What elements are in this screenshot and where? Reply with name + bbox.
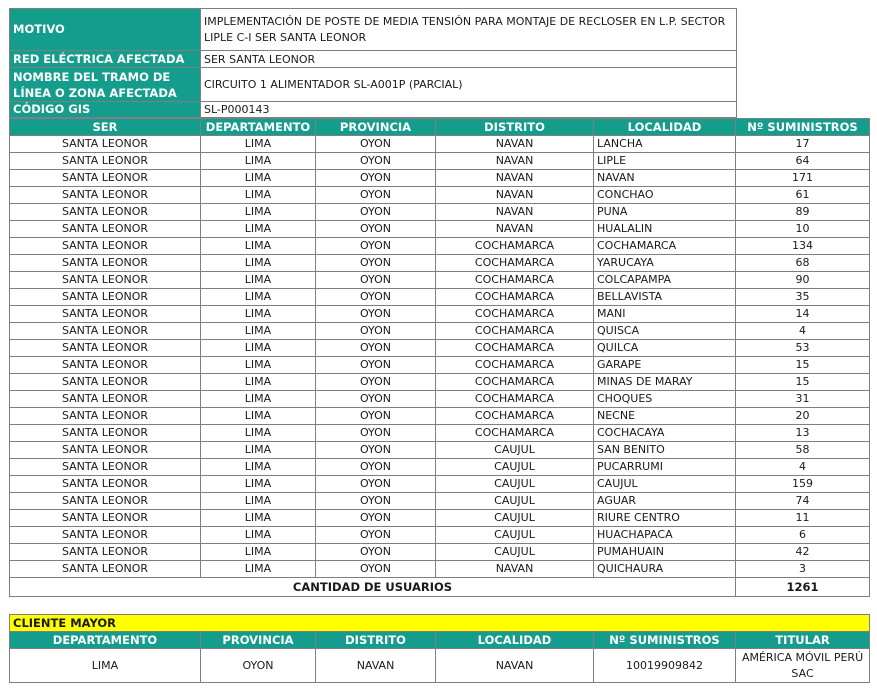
cell-provincia: OYON (316, 272, 436, 289)
cell-localidad: PUMAHUAIN (594, 544, 736, 561)
cell-ser: SANTA LEONOR (10, 255, 201, 272)
cliente-title-row (10, 615, 870, 632)
cliente-header-suministros: Nº SUMINISTROS (594, 632, 736, 649)
cell-provincia: OYON (316, 544, 436, 561)
table-row (10, 476, 870, 493)
header-suministros: Nº SUMINISTROS (736, 119, 870, 136)
cell-provincia: OYON (316, 374, 436, 391)
cliente-header-titular: TITULAR (736, 632, 870, 649)
cell-departamento: LIMA (201, 323, 316, 340)
cell-provincia: OYON (316, 153, 436, 170)
cell-localidad: CAUJUL (594, 476, 736, 493)
cell-ser: SANTA LEONOR (10, 493, 201, 510)
info-table (9, 8, 737, 118)
cliente-header-departamento: DEPARTAMENTO (10, 632, 201, 649)
table-row (10, 561, 870, 578)
cell-distrito: NAVAN (436, 221, 594, 238)
cell-suministros: 35 (736, 289, 870, 306)
cell-ser: SANTA LEONOR (10, 289, 201, 306)
header-provincia: PROVINCIA (316, 119, 436, 136)
cell-ser: SANTA LEONOR (10, 561, 201, 578)
header-distrito: DISTRITO (436, 119, 594, 136)
table-row (10, 306, 870, 323)
table-row (10, 238, 870, 255)
cell-distrito: COCHAMARCA (436, 408, 594, 425)
cell-departamento: LIMA (201, 238, 316, 255)
cell-suministros: 90 (736, 272, 870, 289)
cell-localidad: RIURE CENTRO (594, 510, 736, 527)
cell-localidad: PUCARRUMI (594, 459, 736, 476)
cell-departamento: LIMA (201, 510, 316, 527)
cell-ser: SANTA LEONOR (10, 476, 201, 493)
cliente-header-row (10, 632, 870, 649)
cell-localidad: COCHAMARCA (594, 238, 736, 255)
cell-ser: SANTA LEONOR (10, 408, 201, 425)
cell-distrito: COCHAMARCA (436, 323, 594, 340)
cell-provincia: OYON (316, 408, 436, 425)
table-row (10, 408, 870, 425)
cliente-mayor-table (9, 614, 870, 683)
cell-ser: SANTA LEONOR (10, 340, 201, 357)
cliente-row (10, 649, 870, 683)
table-row (10, 459, 870, 476)
cell-departamento: LIMA (201, 561, 316, 578)
cell-suministros: 64 (736, 153, 870, 170)
table-row (10, 204, 870, 221)
cell-suministros: 31 (736, 391, 870, 408)
total-row (10, 578, 870, 597)
cell-departamento: LIMA (201, 170, 316, 187)
cell-distrito: CAUJUL (436, 442, 594, 459)
cell-localidad: LANCHA (594, 136, 736, 153)
cell-suministros: 89 (736, 204, 870, 221)
cell-departamento: LIMA (201, 289, 316, 306)
cell-distrito: COCHAMARCA (436, 340, 594, 357)
table-row (10, 442, 870, 459)
cell-ser: SANTA LEONOR (10, 374, 201, 391)
cell-departamento: LIMA (201, 527, 316, 544)
cell-suministros: 159 (736, 476, 870, 493)
cell-ser: SANTA LEONOR (10, 187, 201, 204)
table-row (10, 136, 870, 153)
cell-departamento: LIMA (201, 272, 316, 289)
table-row (10, 170, 870, 187)
cell-ser: SANTA LEONOR (10, 510, 201, 527)
cell-distrito: COCHAMARCA (436, 357, 594, 374)
cell-provincia: OYON (316, 425, 436, 442)
cell-provincia: OYON (316, 340, 436, 357)
cell-provincia: OYON (316, 289, 436, 306)
cell-localidad: MANI (594, 306, 736, 323)
cell-localidad: GARAPE (594, 357, 736, 374)
cell-localidad: MINAS DE MARAY (594, 374, 736, 391)
cell-provincia: OYON (316, 476, 436, 493)
cell-localidad: HUALALIN (594, 221, 736, 238)
cell-provincia: OYON (316, 357, 436, 374)
table-row (10, 272, 870, 289)
cell-distrito: COCHAMARCA (436, 289, 594, 306)
cell-localidad: CHOQUES (594, 391, 736, 408)
table-row (10, 357, 870, 374)
cell-departamento: LIMA (201, 476, 316, 493)
cell-provincia: OYON (316, 459, 436, 476)
cell-departamento: LIMA (201, 391, 316, 408)
header-departamento: DEPARTAMENTO (201, 119, 316, 136)
cell-suministros: 134 (736, 238, 870, 255)
cell-departamento: LIMA (201, 374, 316, 391)
cell-departamento: LIMA (201, 306, 316, 323)
cell-ser: SANTA LEONOR (10, 153, 201, 170)
cell-distrito: CAUJUL (436, 493, 594, 510)
cell-distrito: CAUJUL (436, 544, 594, 561)
cell-distrito: COCHAMARCA (436, 374, 594, 391)
cell-ser: SANTA LEONOR (10, 136, 201, 153)
cell-distrito: COCHAMARCA (436, 255, 594, 272)
table-row (10, 391, 870, 408)
cell-localidad: LIPLE (594, 153, 736, 170)
cell-provincia: OYON (316, 527, 436, 544)
cell-ser: SANTA LEONOR (10, 221, 201, 238)
cell-departamento: LIMA (201, 136, 316, 153)
cell-provincia: OYON (316, 187, 436, 204)
table-row (10, 374, 870, 391)
cliente-header-localidad: LOCALIDAD (436, 632, 594, 649)
table-row (10, 544, 870, 561)
cell-ser: SANTA LEONOR (10, 306, 201, 323)
cell-localidad: NECNE (594, 408, 736, 425)
cell-distrito: CAUJUL (436, 510, 594, 527)
cliente-distrito: NAVAN (316, 649, 436, 683)
table-row (10, 323, 870, 340)
cell-localidad: PUNA (594, 204, 736, 221)
cell-localidad: BELLAVISTA (594, 289, 736, 306)
cell-ser: SANTA LEONOR (10, 459, 201, 476)
cell-provincia: OYON (316, 306, 436, 323)
cliente-titular: AMÉRICA MÓVIL PERÚ SAC (736, 649, 870, 683)
cell-localidad: QUICHAURA (594, 561, 736, 578)
header-localidad: LOCALIDAD (594, 119, 736, 136)
suministros-table (9, 118, 870, 597)
table-header-row (10, 119, 870, 136)
cell-suministros: 15 (736, 357, 870, 374)
cell-suministros: 4 (736, 459, 870, 476)
cell-suministros: 61 (736, 187, 870, 204)
cell-departamento: LIMA (201, 340, 316, 357)
cell-suministros: 10 (736, 221, 870, 238)
table-row (10, 493, 870, 510)
cell-departamento: LIMA (201, 153, 316, 170)
cell-ser: SANTA LEONOR (10, 391, 201, 408)
cliente-header-distrito: DISTRITO (316, 632, 436, 649)
cell-ser: SANTA LEONOR (10, 527, 201, 544)
cell-suministros: 11 (736, 510, 870, 527)
cell-departamento: LIMA (201, 544, 316, 561)
motivo-value: IMPLEMENTACIÓN DE POSTE DE MEDIA TENSIÓN PARA MONTAJE DE RECLOSER EN L.P. SECTOR LIPLE C-I SER SANTA LEONOR (201, 9, 737, 51)
cell-distrito: NAVAN (436, 187, 594, 204)
cell-distrito: COCHAMARCA (436, 272, 594, 289)
cell-localidad: QUILCA (594, 340, 736, 357)
table-row (10, 340, 870, 357)
cell-ser: SANTA LEONOR (10, 357, 201, 374)
table-row (10, 289, 870, 306)
cell-distrito: COCHAMARCA (436, 425, 594, 442)
cell-ser: SANTA LEONOR (10, 170, 201, 187)
cell-localidad: QUISCA (594, 323, 736, 340)
cell-departamento: LIMA (201, 459, 316, 476)
cell-suministros: 74 (736, 493, 870, 510)
cliente-suministros: 10019909842 (594, 649, 736, 683)
cell-distrito: CAUJUL (436, 527, 594, 544)
cell-ser: SANTA LEONOR (10, 442, 201, 459)
table-row (10, 527, 870, 544)
motivo-label: MOTIVO (10, 9, 201, 51)
table-row (10, 425, 870, 442)
cell-suministros: 42 (736, 544, 870, 561)
cell-departamento: LIMA (201, 357, 316, 374)
cell-provincia: OYON (316, 442, 436, 459)
table-row (10, 153, 870, 170)
cell-departamento: LIMA (201, 204, 316, 221)
cell-provincia: OYON (316, 255, 436, 272)
cell-provincia: OYON (316, 493, 436, 510)
gis-value: SL-P000143 (201, 102, 737, 118)
cell-distrito: CAUJUL (436, 459, 594, 476)
cell-suministros: 58 (736, 442, 870, 459)
cell-suministros: 15 (736, 374, 870, 391)
tramo-value: CIRCUITO 1 ALIMENTADOR SL-A001P (PARCIAL) (201, 68, 737, 102)
cell-suministros: 3 (736, 561, 870, 578)
table-row (10, 221, 870, 238)
red-value: SER SANTA LEONOR (201, 51, 737, 68)
cliente-header-provincia: PROVINCIA (201, 632, 316, 649)
cell-departamento: LIMA (201, 187, 316, 204)
header-ser: SER (10, 119, 201, 136)
cell-provincia: OYON (316, 136, 436, 153)
cell-distrito: CAUJUL (436, 476, 594, 493)
red-label: RED ELÉCTRICA AFECTADA (10, 51, 201, 68)
cell-distrito: NAVAN (436, 153, 594, 170)
cell-localidad: COLCAPAMPA (594, 272, 736, 289)
cell-suministros: 53 (736, 340, 870, 357)
total-value: 1261 (736, 578, 870, 597)
cell-ser: SANTA LEONOR (10, 238, 201, 255)
cliente-title: CLIENTE MAYOR (10, 615, 870, 632)
cell-localidad: COCHACAYA (594, 425, 736, 442)
cell-distrito: NAVAN (436, 204, 594, 221)
tramo-label: NOMBRE DEL TRAMO DE LÍNEA O ZONA AFECTADA (10, 68, 201, 102)
cell-ser: SANTA LEONOR (10, 204, 201, 221)
cell-provincia: OYON (316, 561, 436, 578)
cell-ser: SANTA LEONOR (10, 272, 201, 289)
gis-label: CÓDIGO GIS (10, 102, 201, 118)
cell-distrito: COCHAMARCA (436, 306, 594, 323)
cell-ser: SANTA LEONOR (10, 323, 201, 340)
cell-distrito: NAVAN (436, 170, 594, 187)
table-row (10, 187, 870, 204)
cell-departamento: LIMA (201, 425, 316, 442)
cell-ser: SANTA LEONOR (10, 544, 201, 561)
cliente-localidad: NAVAN (436, 649, 594, 683)
table-row (10, 255, 870, 272)
cell-distrito: COCHAMARCA (436, 391, 594, 408)
cell-provincia: OYON (316, 204, 436, 221)
cell-provincia: OYON (316, 391, 436, 408)
cell-localidad: AGUAR (594, 493, 736, 510)
cell-ser: SANTA LEONOR (10, 425, 201, 442)
cell-provincia: OYON (316, 221, 436, 238)
cell-localidad: HUACHAPACA (594, 527, 736, 544)
cell-suministros: 17 (736, 136, 870, 153)
cell-suministros: 171 (736, 170, 870, 187)
cell-departamento: LIMA (201, 221, 316, 238)
cell-departamento: LIMA (201, 408, 316, 425)
cliente-departamento: LIMA (10, 649, 201, 683)
cell-suministros: 14 (736, 306, 870, 323)
total-label: CANTIDAD DE USUARIOS (10, 578, 736, 597)
cell-departamento: LIMA (201, 493, 316, 510)
cell-localidad: CONCHAO (594, 187, 736, 204)
cell-provincia: OYON (316, 323, 436, 340)
cell-suministros: 4 (736, 323, 870, 340)
cell-localidad: NAVAN (594, 170, 736, 187)
table-row (10, 510, 870, 527)
cell-suministros: 68 (736, 255, 870, 272)
cell-departamento: LIMA (201, 255, 316, 272)
cell-localidad: YARUCAYA (594, 255, 736, 272)
cell-suministros: 6 (736, 527, 870, 544)
cell-departamento: LIMA (201, 442, 316, 459)
cell-distrito: COCHAMARCA (436, 238, 594, 255)
cliente-provincia: OYON (201, 649, 316, 683)
cell-provincia: OYON (316, 238, 436, 255)
cell-suministros: 20 (736, 408, 870, 425)
cell-distrito: NAVAN (436, 561, 594, 578)
cell-provincia: OYON (316, 170, 436, 187)
cell-distrito: NAVAN (436, 136, 594, 153)
cell-suministros: 13 (736, 425, 870, 442)
cell-provincia: OYON (316, 510, 436, 527)
cell-localidad: SAN BENITO (594, 442, 736, 459)
